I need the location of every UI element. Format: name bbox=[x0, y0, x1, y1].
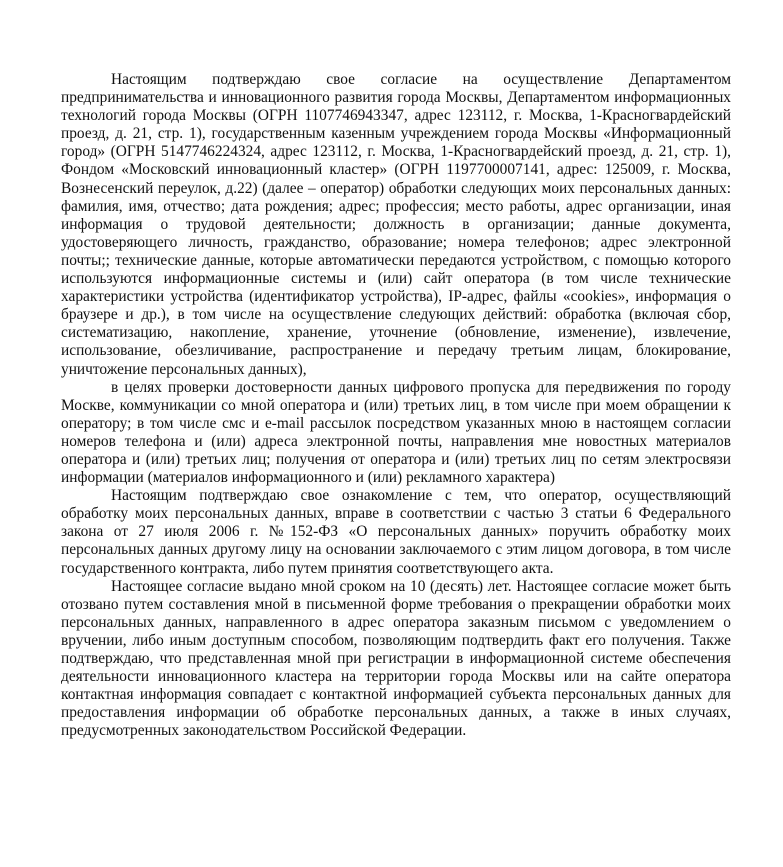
paragraph-purposes: в целях проверки достоверности данных цифрового пропуска для передвижения по городу Москве, коммуникации со мной оператора и (или) третьих лиц, в том числе при моем обращении к оператору; в том числе смс и e-mail рассылок посредством указанных мною в настоящем согласии номеров телефона и (или) адреса электронной почты, направления мне новостных материалов оператора и (или) третьих лиц; получения от оператора и (или) третьих лиц по сетям электросвязи информации (материалов информационного и (или) рекламного характера) bbox=[61, 378, 731, 487]
paragraph-term-and-revocation: Настоящее согласие выдано мной сроком на 10 (десять) лет. Настоящее согласие может быть отозвано путем составления мной в письменной форме требования о прекращении обработки моих персональных данных, направленного в адрес оператора заказным письмом с уведомлением о вручении, либо иным доступным способом, позволяющим подтвердить факт его получения. Также подтверждаю, что представленная мной при регистрации в информационной системе обеспечения деятельности инновационного кластера на территории города Москвы или на сайте оператора контактная информация совпадает с контактной информацией субъекта персональных данных для предоставления информации об обработке персональных данных, а также в иных случаях, предусмотренных законодательством Российской Федерации. bbox=[61, 577, 731, 740]
paragraph-consent: Настоящим подтверждаю свое согласие на осуществление Департаментом предпринимательства и инновационного развития города Москвы, Департаментом информационных технологий города Москвы (ОГРН 1107746943347, адрес 123112, г. Москва, 1-Красногвардейский проезд, д. 21, стр. 1), государственным казенным учреждением города Москвы «Информационный город» (ОГРН 5147746224324, адрес 123112, г. Москва, 1-Красногвардейский проезд, д. 21, стр. 1), Фондом «Московский инновационный кластер» (ОГРН 1197700007141, адрес: 125009, г. Москва, Вознесенский переулок, д.22) (далее – оператор) обработки следующих моих персональных данных: фамилия, имя, отчество; дата рождения; адрес; профессия; место работы, адрес организации, иная информация о трудовой деятельности; должность в организации; данные документа, удостоверяющего личность, гражданство, образование; номера телефонов; адрес электронной почты;; технические данные, которые автоматически передаются устройством, с помощью которого используются информационные системы и (или) сайт оператора (в том числе технические характеристики устройства (идентификатор устройства), IP-адрес, файлы «cookies», информация о браузере и др.), в том числе на осуществление следующих действий: обработка (включая сбор, систематизацию, накопление, хранение, уточнение (обновление, изменение), извлечение, использование, обезличивание, распространение и передачу третьим лицам, блокирование, уничтожение персональных данных), bbox=[61, 71, 731, 378]
paragraph-acknowledgement: Настоящим подтверждаю свое ознакомление с тем, что оператор, осуществляющий обработку моих персональных данных, вправе в соответствии с частью 3 статьи 6 Федерального закона от 27 июля 2006 г. №152-ФЗ «О персональных данных» поручить обработку моих персональных данных другому лицу на основании заключаемого с этим лицом договора, в том числе государственного контракта, либо путем принятия соответствующего акта. bbox=[61, 487, 731, 577]
consent-document bbox=[61, 71, 731, 740]
